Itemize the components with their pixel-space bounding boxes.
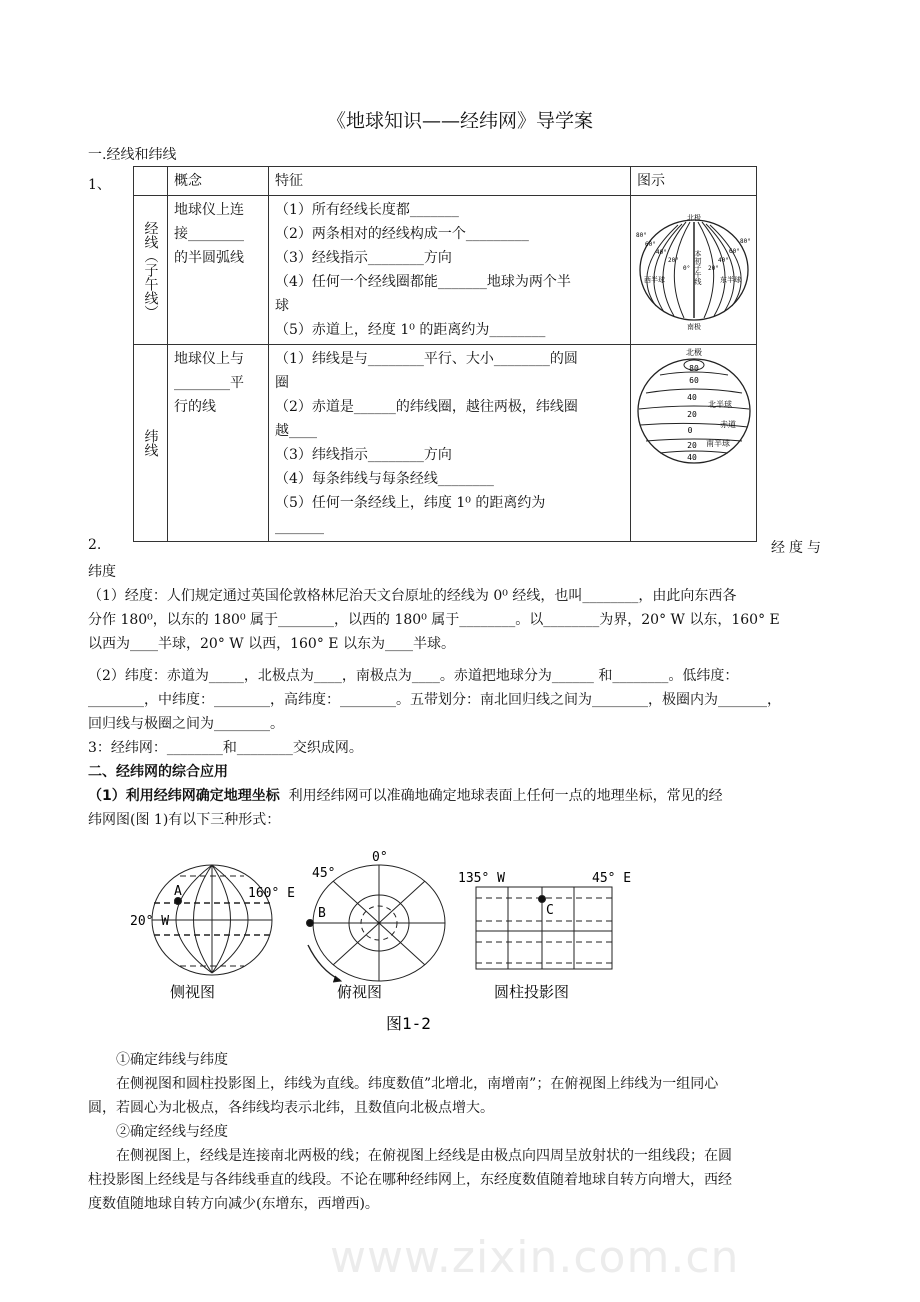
lon-method-heading: ②确定经线与经度 — [116, 1124, 228, 1140]
southern-hemisphere-label: 南半球 — [705, 439, 730, 448]
deg-label: 60° — [728, 248, 740, 255]
row-label: 经线（子午线） — [134, 196, 168, 345]
features-cell — [269, 196, 631, 345]
cyl-left-label: 135° W — [458, 871, 505, 886]
feature-line: （4）每条纬线与每条经线________ — [275, 471, 494, 487]
point-c-label: C — [546, 903, 554, 918]
latitude-paragraph-line: 回归线与极圈之间为________。 — [88, 716, 284, 732]
table-row — [134, 196, 757, 345]
lat-label: 40 — [686, 393, 697, 402]
lat-label: 60 — [688, 376, 699, 385]
meridian-parallel-table — [133, 166, 757, 542]
north-pole-label: 北极 — [685, 348, 702, 357]
concept-line: 的半圆弧线 — [174, 250, 244, 266]
point-b-label: B — [318, 906, 326, 921]
graticule-line: 3：经纬网：________和________交织成网。 — [88, 740, 363, 756]
subsection-heading-part: 纬度 — [88, 564, 116, 580]
concept-line: 地球仪上连 — [174, 202, 244, 218]
east-hemisphere-label: 东半球 — [719, 276, 741, 284]
lon-method-text: 柱投影图上经线是与各纬线垂直的线段。不论在哪种经纬网上，东经度数值随着地球自转方向增大，西经 — [88, 1172, 732, 1188]
lat-label: 80 — [688, 364, 699, 373]
lon-method-text: 度数值随地球自转方向减少(东增东，西增西)。 — [88, 1196, 379, 1212]
lat-method-text: 圆，若圆心为北极点，各纬线均表示北纬，且数值向北极点增大。 — [88, 1100, 494, 1116]
figure-label: 图1-2 — [386, 1014, 431, 1033]
concept-cell — [168, 196, 269, 345]
lat-label: 0 — [687, 426, 692, 435]
west-hemisphere-label: 西半球 — [643, 276, 665, 284]
subsection-number: 2. — [88, 537, 102, 553]
side-view-caption: 侧视图 — [170, 983, 216, 1001]
point-a-label: A — [174, 884, 182, 899]
cylindrical-projection-diagram — [476, 887, 612, 969]
concept-line: 地球仪上与 — [174, 351, 244, 367]
part2-sub1 — [88, 785, 723, 805]
lat-label: 20 — [686, 441, 697, 450]
northern-hemisphere-label: 北半球 — [707, 400, 732, 409]
longitude-paragraph-line: （1）经度：人们规定通过英国伦敦格林尼治天文台原址的经线为 0⁰ 经线，也叫________，由此向东西各 — [88, 588, 737, 604]
meridian-globe-diagram — [632, 210, 756, 330]
sub1-text: 利用经纬网可以准确地确定地球表面上任何一点的地理坐标，常见的经 — [288, 788, 723, 804]
cyl-right-label: 45° E — [592, 871, 632, 886]
page-title: 《地球知识——经纬网》导学案 — [326, 110, 593, 132]
longitude-paragraph-line: 分作 180⁰，以东的 180⁰ 属于________，以西的 180⁰ 属于________。以________为界，20° W 以东，160° E — [88, 612, 780, 628]
south-pole-label: 南极 — [686, 323, 701, 330]
parallel-diagram-cell — [631, 345, 757, 542]
deg-label: 0° — [682, 265, 690, 272]
lon-method-text: 在侧视图上，经线是连接南北两极的线；在俯视图上经线是由极点向四周呈放射状的一组线段；在圆 — [116, 1148, 732, 1164]
sub1-bold: （1）利用经纬网确定地理坐标 — [88, 788, 280, 804]
feature-line: 越____ — [275, 423, 317, 439]
meridian-diagram-cell — [631, 196, 757, 345]
latitude-paragraph-line: （2）纬度：赤道为_____，北极点为____，南极点为____。赤道把地球分为______ 和________。低纬度： — [88, 668, 739, 684]
concept-cell — [168, 345, 269, 542]
table-header-row — [134, 167, 757, 196]
feature-line: （3）纬线指示________方向 — [275, 447, 452, 463]
part2-heading: 二、经纬网的综合应用 — [88, 764, 228, 780]
watermark: www.zixin.com.cn — [330, 1232, 740, 1283]
features-cell — [269, 345, 631, 542]
feature-line: （2）赤道是______的纬线圈，越往两极，纬线圈 — [275, 399, 578, 415]
concept-line: ________平 — [174, 375, 244, 391]
top-view-caption: 俯视图 — [337, 983, 383, 1001]
concept-line: 接________ — [174, 226, 244, 242]
deg-label: 80° — [739, 238, 751, 245]
equator-label: 赤道 — [719, 420, 736, 429]
side-lon-label: 160° E — [248, 886, 295, 901]
feature-line: （4）任何一个经线圈都能_______地球为两个半 — [275, 274, 571, 290]
deg-label: 40° — [717, 257, 729, 264]
feature-line: （2）两条相对的经线构成一个_________ — [275, 226, 529, 242]
section-heading: 一.经线和纬线 — [88, 147, 177, 163]
feature-line: （5）任何一条经线上，纬度 1⁰ 的距离约为 — [275, 495, 546, 511]
feature-line: 圈 — [275, 375, 289, 391]
deg-label: 40° — [655, 249, 667, 256]
latitude-paragraph-line: ________，中纬度：________，高纬度：________。五带划分：南北回归线之间为________，极圈内为_______， — [88, 692, 781, 708]
side-lat-label: 20° W — [130, 914, 170, 929]
feature-line: （1）所有经线长度都_______ — [275, 202, 459, 218]
north-pole-label: 北极 — [686, 214, 701, 222]
row-label: 纬线 — [134, 345, 168, 542]
feature-line: _______ — [275, 519, 324, 535]
header-cell: 特征 — [269, 167, 631, 196]
cyl-caption: 圆柱投影图 — [494, 983, 570, 1001]
graticule-figure — [130, 845, 750, 1035]
feature-line: （1）纬线是与________平行、大小________的圆 — [275, 351, 578, 367]
concept-line: 行的线 — [174, 399, 216, 415]
deg-label: 20° — [667, 257, 679, 264]
table-row — [134, 345, 757, 542]
lat-method-text: 在侧视图和圆柱投影图上，纬线为直线。纬度数值”北增北，南增南”；在俯视图上纬线为一组同心 — [116, 1076, 719, 1092]
deg-label: 80° — [635, 232, 647, 239]
header-cell: 概念 — [168, 167, 269, 196]
deg-label: 60° — [644, 241, 656, 248]
lat-label: 40 — [686, 453, 697, 462]
subsection-heading-part: 经度与 — [771, 540, 825, 556]
top-zero-label: 0° — [372, 850, 388, 865]
part2-sub1-line2: 纬网图(图 1)有以下三种形式： — [88, 812, 281, 828]
prime-meridian-label: 本初子午线 — [693, 250, 702, 285]
parallel-globe-diagram — [632, 345, 756, 470]
item-number: 1、 — [88, 177, 111, 193]
feature-line: 球 — [275, 298, 289, 314]
header-cell: 图示 — [631, 167, 757, 196]
deg-label: 20° — [707, 265, 719, 272]
top-45-label: 45° — [312, 866, 336, 881]
lat-method-heading: ①确定纬线与纬度 — [116, 1052, 228, 1068]
header-cell — [134, 167, 168, 196]
lat-label: 20 — [686, 410, 697, 419]
top-view-diagram — [307, 865, 446, 982]
side-view-diagram — [152, 865, 272, 975]
feature-line: （3）经线指示________方向 — [275, 250, 452, 266]
longitude-paragraph-line: 以西为____半球，20° W 以西，160° E 以东为____半球。 — [88, 636, 455, 652]
feature-line: （5）赤道上，经度 1⁰ 的距离约为________ — [275, 322, 546, 338]
